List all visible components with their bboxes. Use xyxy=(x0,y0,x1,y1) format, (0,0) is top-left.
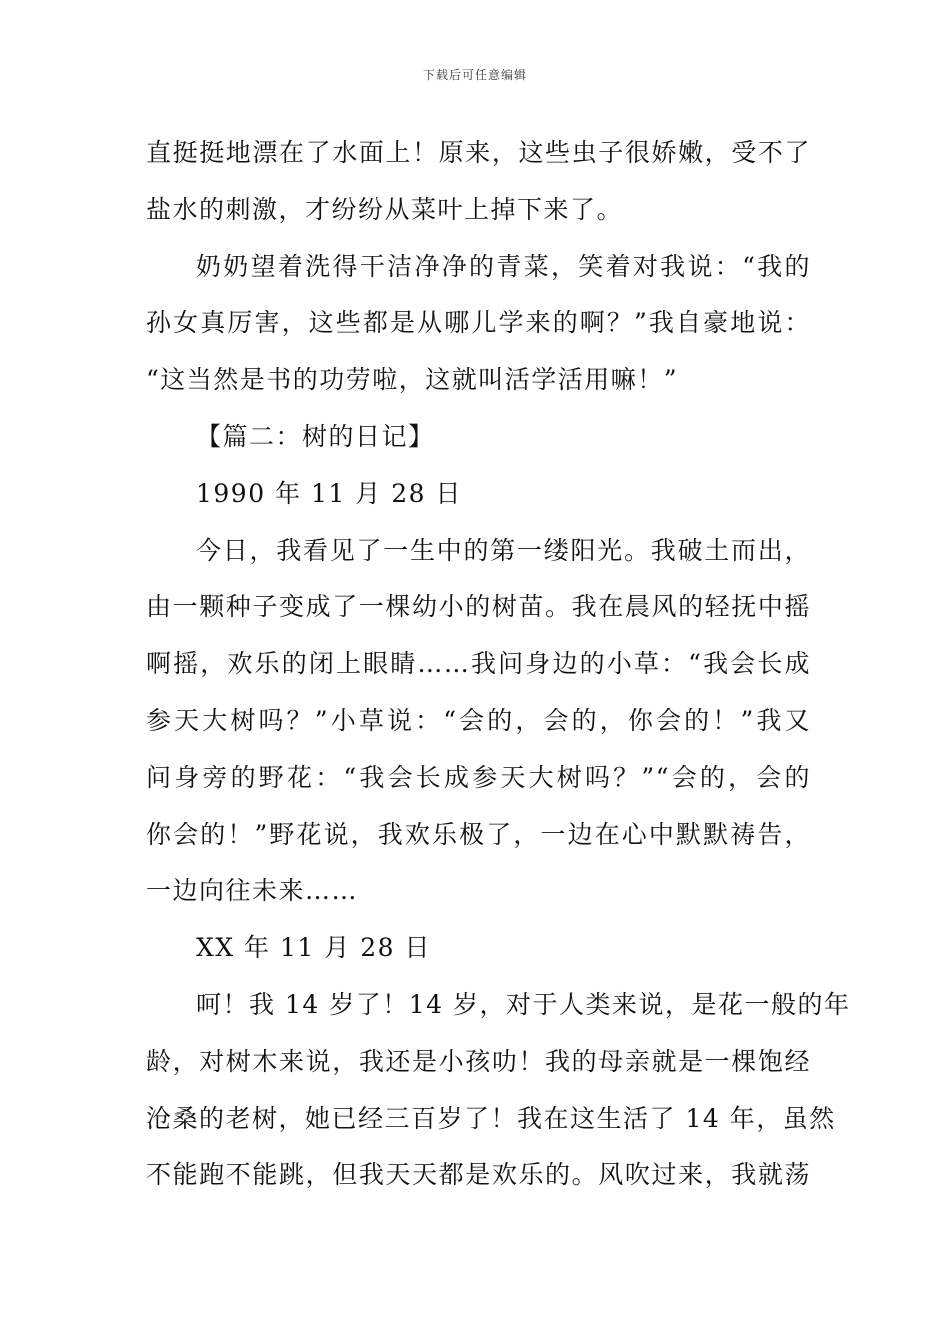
text-line: 由一颗种子变成了一棵幼小的树苗。我在晨风的轻抚中摇 xyxy=(146,592,811,622)
text-line: 沧桑的老树，她已经三百岁了！我在这生活了 14 年，虽然 xyxy=(146,1103,836,1133)
text-line: 呵！我 14 岁了！14 岁，对于人类来说，是花一般的年 xyxy=(196,989,851,1019)
text-line: 你会的！”野花说，我欢乐极了，一边在心中默默祷告， xyxy=(146,819,811,849)
text-line: 不能跑不能跳，但我天天都是欢乐的。风吹过来，我就荡 xyxy=(146,1160,811,1190)
text-line: 一边向往未来…… xyxy=(146,876,359,906)
text-line: 今日，我看见了一生中的第一缕阳光。我破土而出， xyxy=(196,535,811,565)
text-line: 龄，对树木来说，我还是小孩叻！我的母亲就是一棵饱经 xyxy=(146,1046,811,1076)
text-line: 问身旁的野花：“我会长成参天大树吗？”“会的，会的 xyxy=(146,762,811,792)
text-line: 【篇二：树的日记】 xyxy=(196,421,435,451)
text-line: 1990 年 11 月 28 日 xyxy=(196,478,462,508)
text-line: 直挺挺地漂在了水面上！原来，这些虫子很娇嫩，受不了 xyxy=(146,138,811,167)
page-header: 下载后可任意编辑 xyxy=(422,68,527,82)
text-line: 啊摇，欢乐的闭上眼睛……我问身边的小草：“我会长成 xyxy=(146,649,811,679)
text-line: “这当然是书的功劳啦，这就叫活学活用嘛！” xyxy=(146,365,679,395)
text-line: 盐水的刺激，才纷纷从菜叶上掉下来了。 xyxy=(146,194,624,224)
text-line: 奶奶望着洗得干洁净净的青菜，笑着对我说：“我的 xyxy=(196,251,811,281)
text-line: 参天大树吗？”小草说：“会的，会的，你会的！”我又 xyxy=(146,705,811,735)
document-body xyxy=(146,128,851,1207)
text-line: 孙女真厉害，这些都是从哪儿学来的啊？”我自豪地说： xyxy=(146,308,811,338)
text-line: XX 年 11 月 28 日 xyxy=(196,933,431,963)
